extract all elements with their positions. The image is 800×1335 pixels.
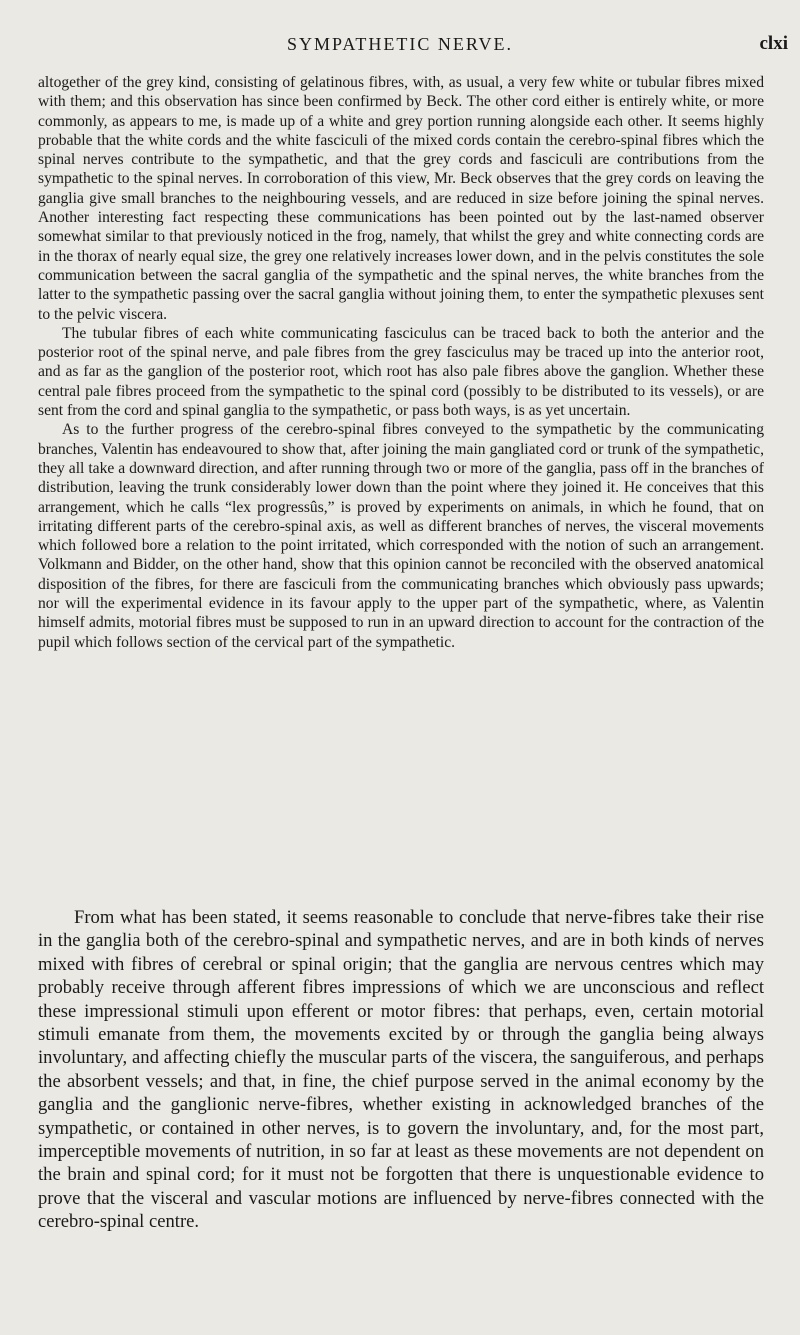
running-title: SYMPATHETIC NERVE. [287, 34, 513, 54]
page-number: clxi [759, 33, 788, 54]
paragraph-continued: altogether of the grey kind, consisting of gelatinous fibres, with, as usual, a very few white or tubular fibres mixed with them; and this observation has since been confirmed by Beck. The other cord either is entirely white, or more commonly, as appears to me, is made up of a white and grey portion running alongside each other. It seems highly probable that the white cords and the white fasciculi of the mixed cords contain the cerebro-spinal fibres which the spinal nerves contribute to the sympathetic, and that the grey cords and fasciculi are contributions from the sympathetic to the spinal nerves. In corroboration of this view, Mr. Beck observes that the grey cords on leaving the ganglia give small branches to the neighbouring vessels, and are reduced in size before joining the spinal nerves. Another interesting fact respecting these communications has been pointed out by the last-named observer somewhat similar to that previously noticed in the frog, namely, that whilst the grey and white connecting cords are in the thorax of nearly equal size, the grey one relatively increases lower down, and in the pelvis constitutes the sole communication between the sacral ganglia of the sympathetic and the spinal nerves, the white branches from the latter to the sympathetic passing over the sacral ganglia without joining them, to enter the sympathetic plexuses sent to the pelvic viscera. [38, 74, 764, 323]
large-print-section [38, 906, 764, 1234]
paragraph-conclusion: From what has been stated, it seems reasonable to conclude that nerve-fibres take their rise in the ganglia both of the cerebro-spinal and sympathetic nerves, and are in both kinds of nerves mixed with fibres of cerebral or spinal origin; that the ganglia are nervous centres which may probably receive through afferent fibres impressions of which we are unconscious and reflect these impressional stimuli upon efferent or motor fibres: that perhaps, even, certain motorial stimuli emanate from them, the movements excited by or through the ganglia being always involuntary, and affecting chiefly the muscular parts of the viscera, the sanguiferous, and perhaps the absorbent vessels; and that, in fine, the chief purpose served in the animal economy by the ganglia and the ganglionic nerve-fibres, whether existing in acknowledged branches of the sympathetic, or contained in other nerves, is to govern the involuntary, and, for the most part, imperceptible movements of nutrition, in so far at least as these movements are not dependent on the brain and spinal cord; for it must not be forgotten that there is unquestionable evidence to prove that the visceral and vascular motions are influenced by nerve-fibres connected with the cerebro-spinal centre. [38, 907, 764, 1233]
page-header [0, 30, 800, 58]
small-print-section [38, 73, 764, 652]
paragraph-tubular-fibres: The tubular fibres of each white communicating fasciculus can be traced back to both the anterior and the posterior root of the spinal nerve, and pale fibres from the grey fasciculus may be traced up into the anterior root, and as far as the ganglion of the posterior root, which root has also pale fibres above the ganglion. Whether these central pale fibres proceed from the sympathetic to the spinal cord (possibly to be distributed to its vessels), or are sent from the cord and spinal ganglia to the sympathetic, or pass both ways, is as yet uncertain. [38, 324, 764, 420]
paragraph-further-progress: As to the further progress of the cerebro-spinal fibres conveyed to the sympathetic by the communicating branches, Valentin has endeavoured to show that, after joining the main gangliated cord or trunk of the sympathetic, they all take a downward direction, and after running through two or more of the ganglia, pass off in the branches of distribution, leaving the trunk considerably lower down than the point where they joined it. He conceives that this arrangement, which he calls “lex progressûs,” is proved by experiments on animals, in which he found, that on irritating different parts of the cerebro-spinal axis, as well as different branches of nerves, the visceral movements which followed bore a relation to the point irritated, which corresponded with the notion of such an arrangement. Volkmann and Bidder, on the other hand, show that this opinion cannot be reconciled with the observed anatomical disposition of the fibres, for there are fasciculi from the communicating branches which obviously pass upwards; nor will the experimental evidence in its favour apply to the upper part of the sympathetic, where, as Valentin himself admits, motorial fibres must be supposed to run in an upward direction to account for the contraction of the pupil which follows section of the cervical part of the sympathetic. [38, 421, 764, 651]
